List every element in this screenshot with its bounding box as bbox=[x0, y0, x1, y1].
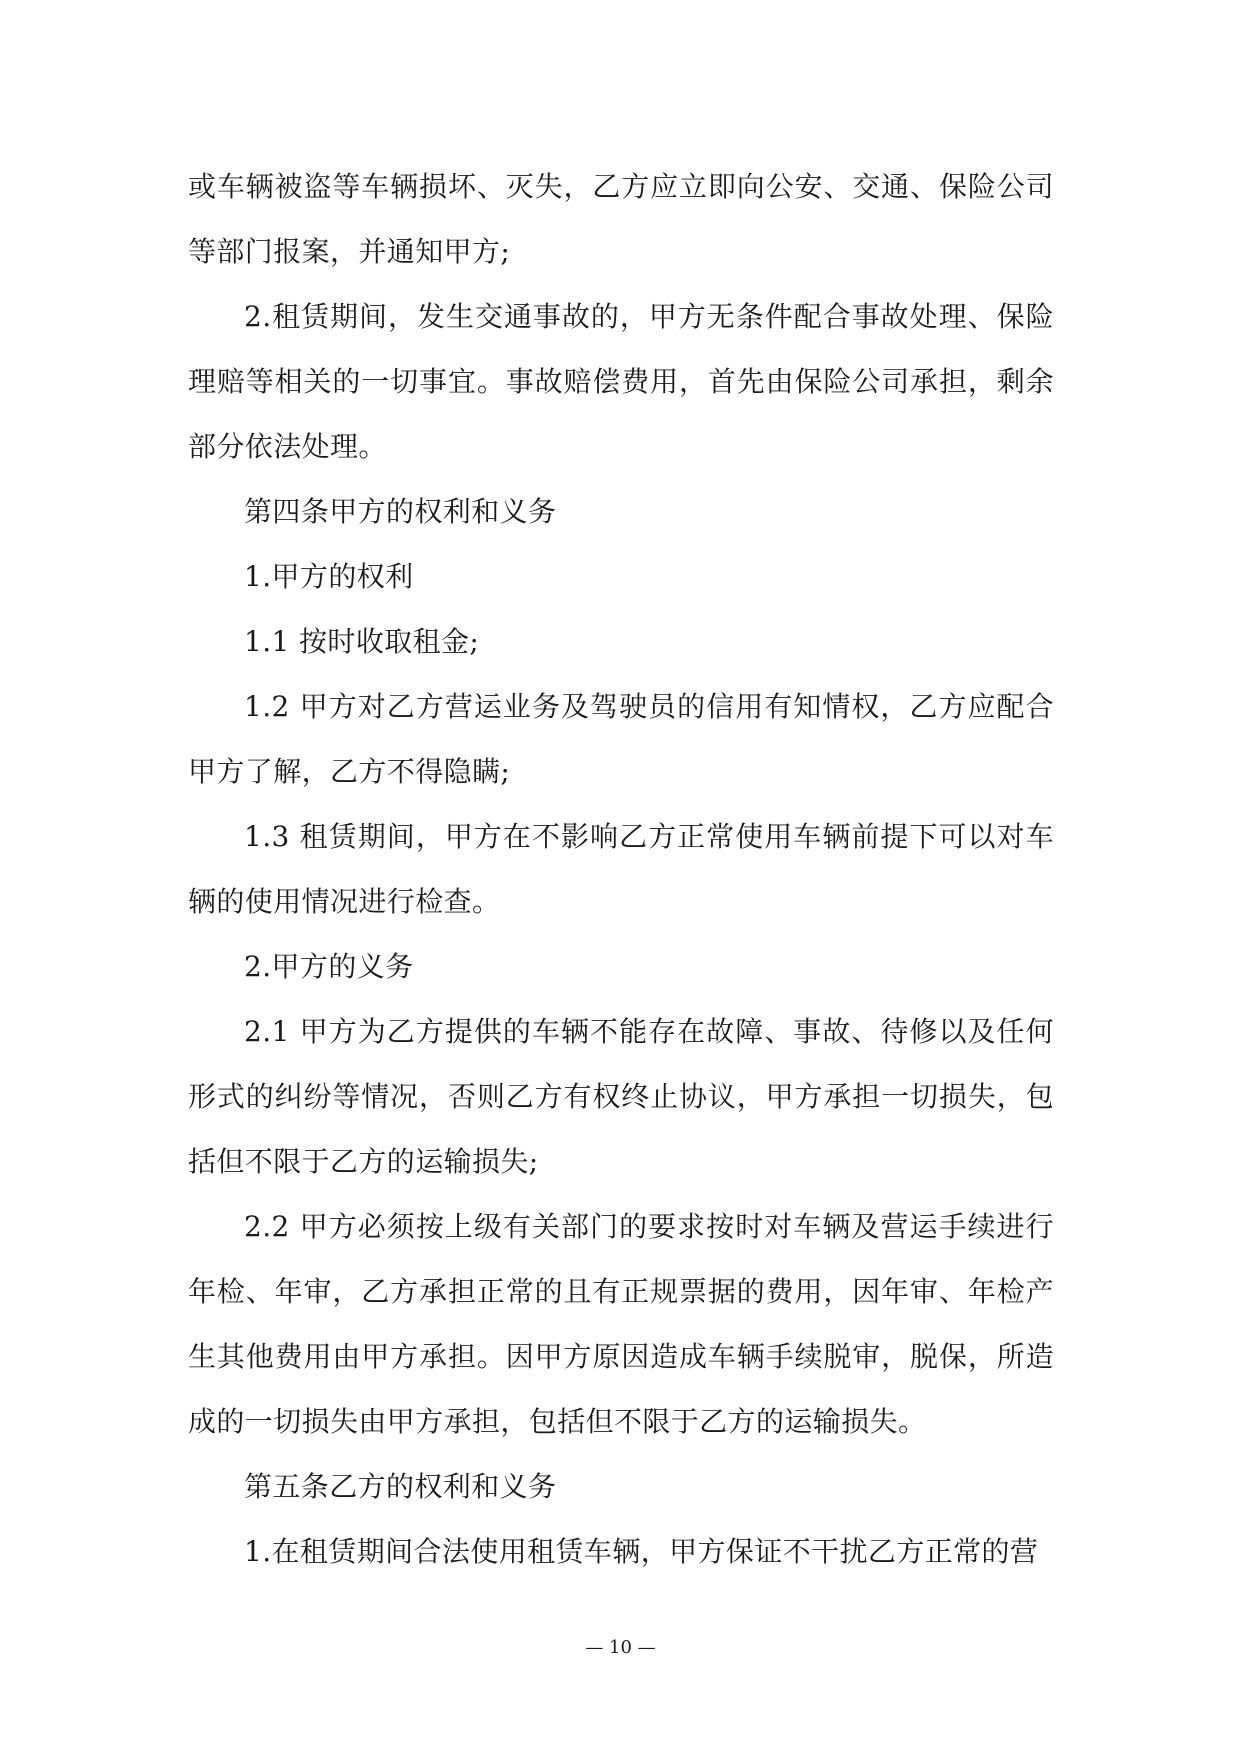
section-heading-article-5: 第五条乙方的权利和义务 bbox=[244, 1470, 557, 1503]
document-body bbox=[188, 154, 1054, 1584]
section-heading-article-4: 第四条甲方的权利和义务 bbox=[244, 495, 557, 528]
subheading-party-a-rights: 1.甲方的权利 bbox=[244, 560, 414, 593]
page-number: — 10 — bbox=[585, 1637, 656, 1658]
clause-5-1: 1.在租赁期间合法使用租赁车辆，甲方保证不干扰乙方正常的营 bbox=[244, 1535, 1039, 1568]
paragraph-traffic-accident: 2.租赁期间，发生交通事故的，甲方无条件配合事故处理、保险理赔等相关的一切事宜。事故赔偿费用，首先由保险公司承担，剩余部分依法处理。 bbox=[188, 300, 1054, 463]
subheading-party-a-obligations: 2.甲方的义务 bbox=[244, 950, 414, 983]
paragraph-continuation: 或车辆被盗等车辆损坏、灭失，乙方应立即向公安、交通、保险公司等部门报案，并通知甲方; bbox=[188, 170, 1054, 268]
clause-1-1: 1.1 按时收取租金; bbox=[244, 625, 480, 658]
clause-2-2: 2.2 甲方必须按上级有关部门的要求按时对车辆及营运手续进行年检、年审，乙方承担正常的且有正规票据的费用，因年审、年检产生其他费用由甲方承担。因甲方原因造成车辆手续脱审，脱保，所造成的一切损失由甲方承担，包括但不限于乙方的运输损失。 bbox=[188, 1210, 1054, 1438]
clause-1-3: 1.3 租赁期间，甲方在不影响乙方正常使用车辆前提下可以对车辆的使用情况进行检查。 bbox=[188, 820, 1054, 918]
clause-2-1: 2.1 甲方为乙方提供的车辆不能存在故障、事故、待修以及任何形式的纠纷等情况，否则乙方有权终止协议，甲方承担一切损失，包括但不限于乙方的运输损失; bbox=[188, 1015, 1054, 1178]
clause-1-2: 1.2 甲方对乙方营运业务及驾驶员的信用有知情权，乙方应配合甲方了解，乙方不得隐瞒; bbox=[188, 690, 1054, 788]
